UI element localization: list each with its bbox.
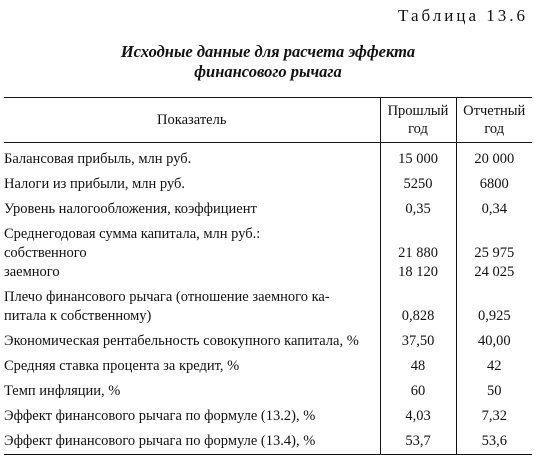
row-value-previous: 18 120 <box>380 263 456 285</box>
row-label: Экономическая рентабельность совокупного капитала, % <box>4 333 359 349</box>
table-header-row <box>4 98 532 143</box>
row-label <box>4 285 380 329</box>
row-label: Налоги из прибыли, млн руб. <box>4 176 186 192</box>
table-row-leverage-effect-13-2 <box>4 404 532 429</box>
table-title-line-2: финансового рычага <box>194 62 342 81</box>
data-table <box>4 97 532 455</box>
row-value-current: 50 <box>456 379 532 404</box>
row-label: Среднегодовая сумма капитала, млн руб.: <box>4 226 261 242</box>
table-row-economic-profitability <box>4 329 532 354</box>
row-value-previous: 48 <box>380 354 456 379</box>
row-label: заемного <box>4 264 60 280</box>
row-value-previous: 4,03 <box>380 404 456 429</box>
row-value-current: 40,00 <box>456 329 532 354</box>
table-row-inflation <box>4 379 532 404</box>
row-label: Эффект финансового рычага по формуле (13.4), % <box>4 429 380 455</box>
row-value-previous: 60 <box>380 379 456 404</box>
row-value-current: 53,6 <box>456 429 532 455</box>
table-row-capital-heading <box>4 222 532 244</box>
row-value-previous: 21 880 <box>380 244 456 263</box>
row-label: Темп инфляции, % <box>4 383 121 399</box>
row-value-current: 6800 <box>456 172 532 197</box>
row-label-line-1: Плечо финансового рычага (отношение заемного ка- <box>4 289 330 305</box>
column-header-indicator: Показатель <box>4 98 380 143</box>
row-label: Средняя ставка процента за кредит, % <box>4 358 240 374</box>
table-title-line-1: Исходные данные для расчета эффекта <box>120 42 416 61</box>
row-label: Уровень налогообложения, коэффициент <box>4 201 257 217</box>
table-row-tax-level <box>4 197 532 222</box>
column-header-previous-year <box>380 98 456 143</box>
row-label-line-2: питала к собственному) <box>4 308 152 324</box>
table-number: Таблица 13.6 <box>398 6 528 25</box>
row-value-previous: 15 000 <box>380 143 456 173</box>
table-row-leverage <box>4 285 532 329</box>
table-row-borrowed-capital <box>4 263 532 285</box>
row-label: Балансовая прибыль, млн руб. <box>4 151 192 167</box>
column-header-current-year <box>456 98 532 143</box>
table-row-balance-profit <box>4 143 532 173</box>
row-value-previous: 53,7 <box>380 429 456 455</box>
row-value-current: 25 975 <box>456 244 532 263</box>
table-row-taxes <box>4 172 532 197</box>
row-value-previous: 37,50 <box>380 329 456 354</box>
table-row-own-capital <box>4 244 532 263</box>
table-row-interest-rate <box>4 354 532 379</box>
row-value-previous: 0,35 <box>380 197 456 222</box>
row-value-previous <box>380 222 456 244</box>
row-value-current: 42 <box>456 354 532 379</box>
table-row-leverage-effect-13-4 <box>4 429 532 455</box>
row-value-previous: 5250 <box>380 172 456 197</box>
column-header-previous-line-1: Прошлый <box>387 103 449 119</box>
row-value-current: 0,34 <box>456 197 532 222</box>
column-header-previous-line-2: год <box>408 121 428 137</box>
table-title <box>0 42 536 82</box>
row-label: Эффект финансового рычага по формуле (13.2), % <box>4 408 316 424</box>
row-value-current: 24 025 <box>456 263 532 285</box>
row-value-current: 7,32 <box>456 404 532 429</box>
column-header-current-line-2: год <box>484 121 505 137</box>
column-header-current-line-1: Отчетный <box>463 103 526 119</box>
row-value-previous: 0,828 <box>380 285 456 329</box>
row-label: собственного <box>4 245 87 261</box>
row-value-current: 20 000 <box>456 143 532 173</box>
row-value-current <box>456 222 532 244</box>
row-value-current: 0,925 <box>456 285 532 329</box>
